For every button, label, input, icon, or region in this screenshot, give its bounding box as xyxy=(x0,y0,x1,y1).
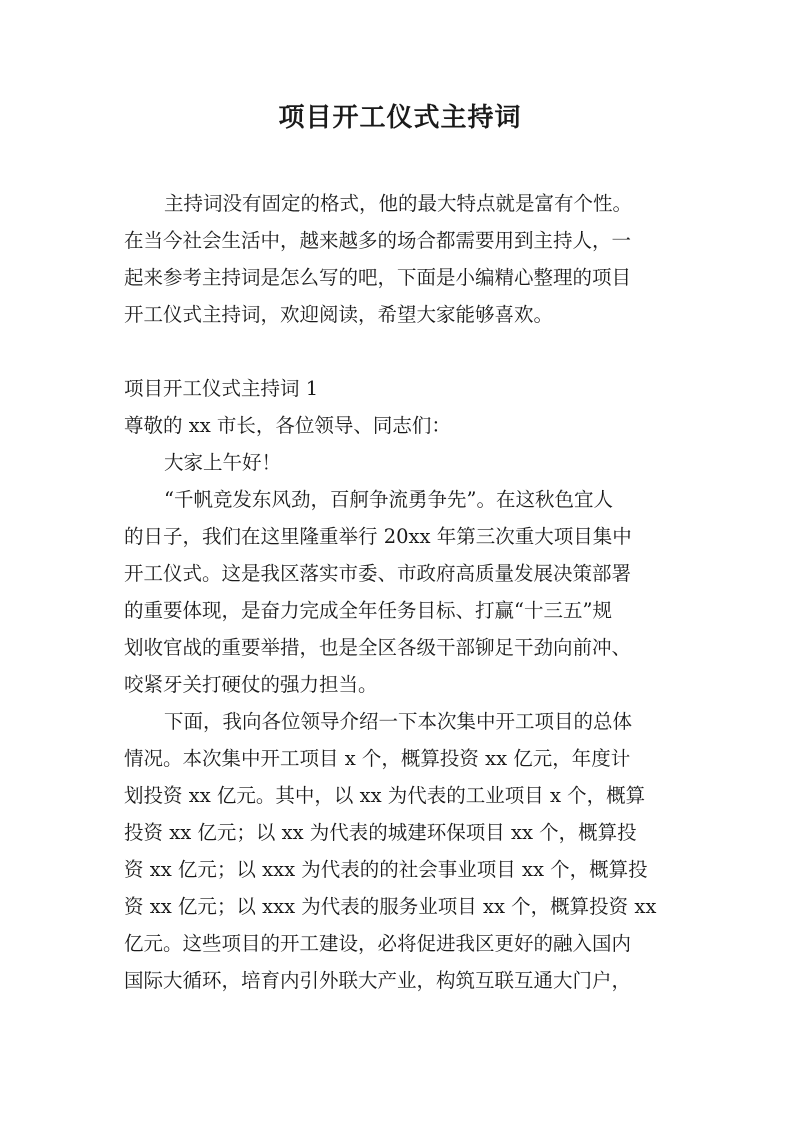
paragraph2-line: 投资 xx 亿元；以 xx 为代表的城建环保项目 xx 个，概算投 xyxy=(124,821,637,844)
paragraph2-line: 资 xx 亿元；以 xxx 为代表的的社会事业项目 xx 个，概算投 xyxy=(124,858,648,881)
paragraph2-line: 资 xx 亿元；以 xxx 为代表的服务业项目 xx 个，概算投资 xx xyxy=(124,895,657,918)
paragraph2-line: 亿元。这些项目的开工建设，必将促进我区更好的融入国内 xyxy=(124,932,632,955)
paragraph1-line: 划收官战的重要举措，也是全区各级干部铆足干劲向前冲、 xyxy=(124,636,632,659)
salutation: 尊敬的 xx 市长，各位领导、同志们： xyxy=(124,414,451,437)
paragraph1-line: 的重要体现，是奋力完成全年任务目标、打赢“十三五”规 xyxy=(124,599,612,622)
greeting: 大家上午好！ xyxy=(164,451,282,474)
paragraph2-line: 下面，我向各位领导介绍一下本次集中开工项目的总体 xyxy=(164,710,633,733)
paragraph2-line: 国际大循环，培育内引外联大产业，构筑互联互通大门户， xyxy=(124,969,632,992)
intro-line: 在当今社会生活中，越来越多的场合都需要用到主持人，一 xyxy=(124,229,632,252)
document-title: 项目开工仪式主持词 xyxy=(278,103,522,133)
intro-line: 开工仪式主持词，欢迎阅读，希望大家能够喜欢。 xyxy=(124,303,554,326)
paragraph2-line: 划投资 xx 亿元。其中，以 xx 为代表的工业项目 x 个，概算 xyxy=(124,784,646,807)
intro-line: 主持词没有固定的格式，他的最大特点就是富有个性。 xyxy=(164,192,633,215)
speech-body xyxy=(124,370,694,999)
paragraph1-line: “千帆竞发东风劲，百舸争流勇争先”。在这秋色宜人 xyxy=(164,488,613,511)
intro-line: 起来参考主持词是怎么写的吧，下面是小编精心整理的项目 xyxy=(124,266,632,289)
paragraph1-line: 的日子，我们在这里隆重举行 20xx 年第三次重大项目集中 xyxy=(124,525,632,548)
paragraph1-line: 开工仪式。这是我区落实市委、市政府高质量发展决策部署 xyxy=(124,562,632,585)
paragraph2-line: 情况。本次集中开工项目 x 个，概算投资 xx 亿元，年度计 xyxy=(124,747,631,770)
intro-paragraph xyxy=(124,185,694,333)
paragraph1-line: 咬紧牙关打硬仗的强力担当。 xyxy=(124,673,378,696)
section-heading: 项目开工仪式主持词 1 xyxy=(124,377,319,400)
